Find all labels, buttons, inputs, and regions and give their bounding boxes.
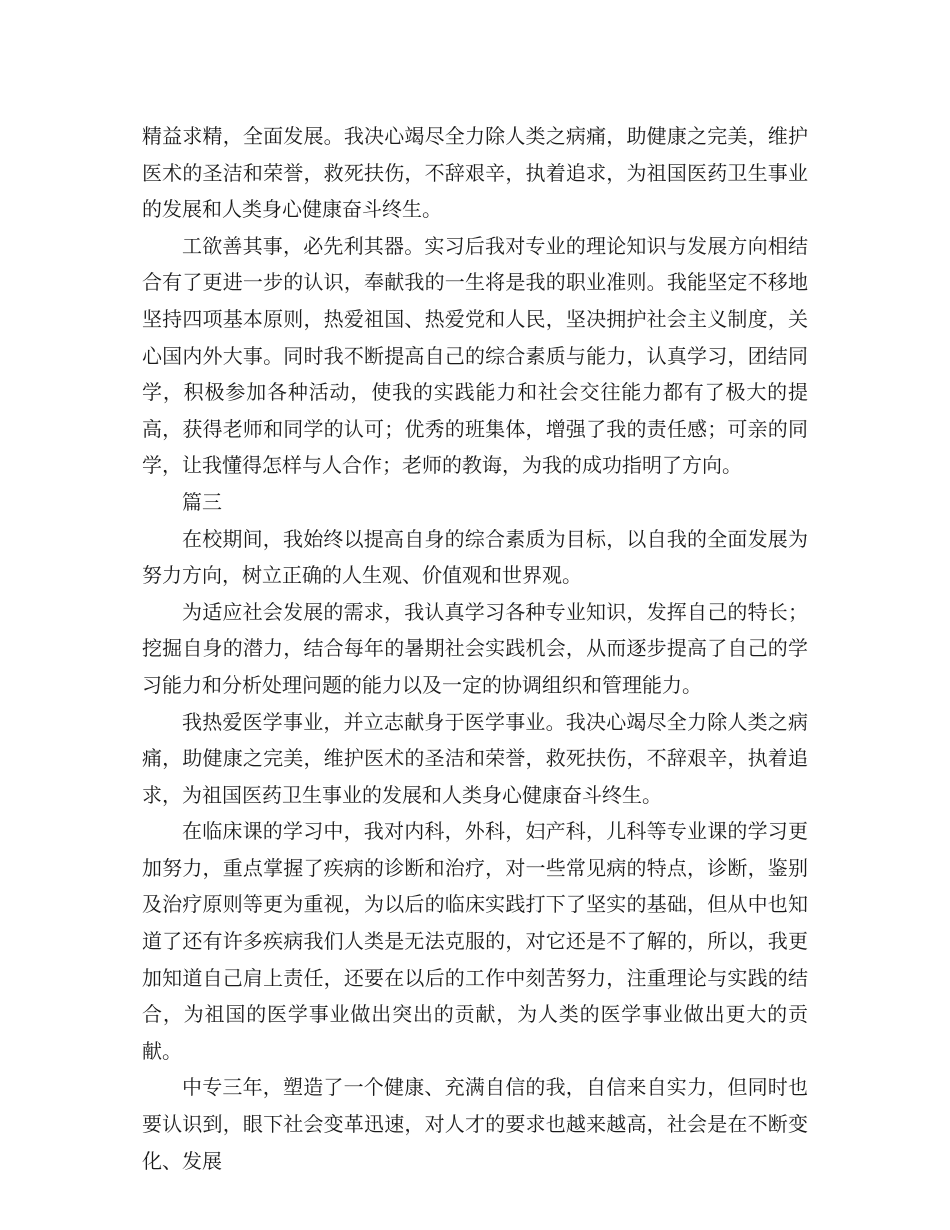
paragraph-1: 精益求精，全面发展。我决心竭尽全力除人类之病痛，助健康之完美，维护医术的圣洁和荣誉，救死扶伤，不辞艰辛，执着追求，为祖国医药卫生事业的发展和人类身心健康奋斗终生。 bbox=[142, 124, 808, 222]
section-heading: 篇三 bbox=[182, 489, 222, 514]
paragraph-2: 工欲善其事，必先利其器。实习后我对专业的理论知识与发展方向相结合有了更进一步的认识，奉献我的一生将是我的职业准则。我能坚定不移地坚持四项基本原则，热爱祖国、热爱党和人民，坚决拥护社会主义制度，关心国内外大事。同时我不断提高自己的综合素质与能力，认真学习，团结同学，积极参加各种活动，使我的实践能力和社会交往能力都有了极大的提高，获得老师和同学的认可；优秀的班集体，增强了我的责任感；可亲的同学，让我懂得怎样与人合作；老师的教诲，为我的成功指明了方向。 bbox=[142, 233, 808, 478]
paragraph-6: 在临床课的学习中，我对内科，外科，妇产科，儿科等专业课的学习更加努力，重点掌握了疾病的诊断和治疗，对一些常见病的特点，诊断，鉴别及治疗原则等更为重视，为以后的临床实践打下了坚实的基础，但从中也知道了还有许多疾病我们人类是无法克服的，对它还是不了解的，所以，我更加知道自己肩上责任，还要在以后的工作中刻苦努力，注重理论与实践的结合，为祖国的医学事业做出突出的贡献，为人类的医学事业做出更大的贡献。 bbox=[142, 819, 808, 1063]
paragraph-5: 我热爱医学事业，并立志献身于医学事业。我决心竭尽全力除人类之病痛，助健康之完美，维护医术的圣洁和荣誉，救死扶伤，不辞艰辛，执着追求，为祖国医药卫生事业的发展和人类身心健康奋斗终生。 bbox=[142, 709, 808, 807]
paragraph-4: 为适应社会发展的需求，我认真学习各种专业知识，发挥自己的特长；挖掘自身的潜力，结合每年的暑期社会实践机会，从而逐步提高了自己的学习能力和分析处理问题的能力以及一定的协调组织和管理能力。 bbox=[142, 599, 808, 697]
paragraph-3: 在校期间，我始终以提高自身的综合素质为目标，以自我的全面发展为努力方向，树立正确的人生观、价值观和世界观。 bbox=[142, 526, 808, 588]
document-body bbox=[142, 118, 808, 1179]
paragraph-7: 中专三年，塑造了一个健康、充满自信的我，自信来自实力，但同时也要认识到，眼下社会变革迅速，对人才的要求也越来越高，社会是在不断变化、发展 bbox=[142, 1075, 808, 1173]
